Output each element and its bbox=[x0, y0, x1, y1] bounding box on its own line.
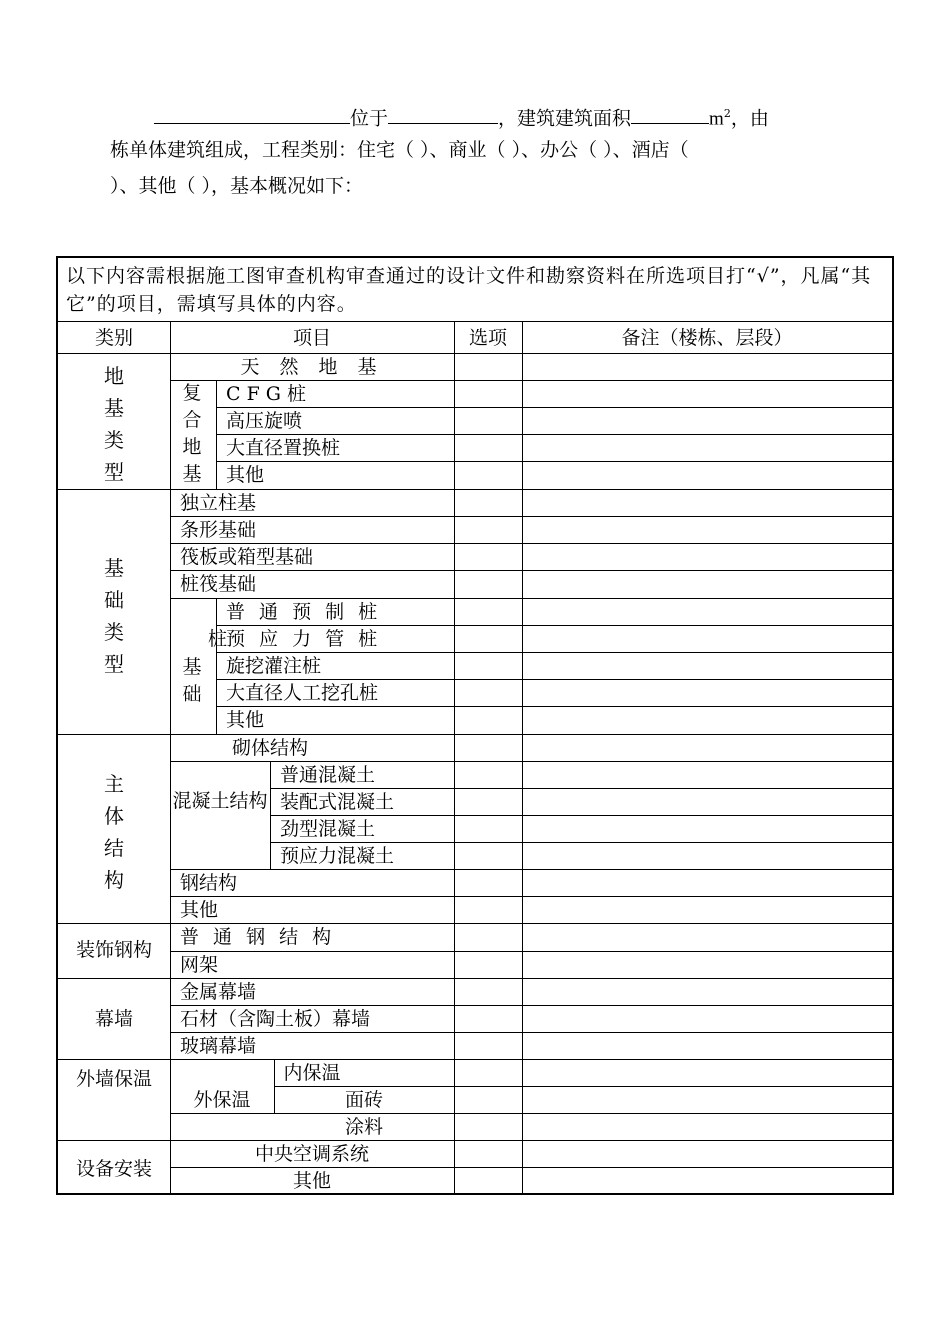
item-pile-other: 其他 bbox=[226, 709, 265, 731]
item-isolated-footing: 独立柱基 bbox=[180, 492, 257, 514]
item-prefab-concrete: 装配式混凝土 bbox=[280, 791, 395, 813]
item-glass-curtain-wall: 玻璃幕墙 bbox=[180, 1035, 257, 1057]
composite-foundation-label: 复合地基 bbox=[182, 382, 202, 485]
intro-tail: ，由 bbox=[730, 107, 769, 130]
pile-label-top: 桩 bbox=[208, 628, 228, 650]
category-main-structure-label: 主体结构 bbox=[104, 772, 124, 892]
category-foundation-label: 地基类型 bbox=[104, 364, 124, 484]
outer-insulation-label: 外保温 bbox=[193, 1089, 251, 1111]
category-foundation bbox=[58, 360, 170, 488]
item-common-steel: 普 通 钢 结 构 bbox=[180, 926, 336, 948]
category-base-label: 基础类型 bbox=[104, 556, 124, 676]
item-precast-pile: 普 通 预 制 桩 bbox=[226, 601, 382, 623]
item-high-pressure-jet: 高压旋喷 bbox=[226, 410, 303, 432]
header-item: 项目 bbox=[292, 327, 331, 349]
item-main-other: 其他 bbox=[180, 899, 219, 921]
item-coating: 涂料 bbox=[344, 1116, 383, 1138]
item-steel-structure: 钢结构 bbox=[180, 872, 238, 894]
area-blank[interactable] bbox=[631, 101, 709, 124]
item-equipment-other: 其他 bbox=[292, 1170, 331, 1192]
item-piled-raft: 桩筏基础 bbox=[180, 573, 257, 595]
located-at-label: 位于 bbox=[350, 107, 389, 130]
item-strip-footing: 条形基础 bbox=[180, 519, 257, 541]
area-unit-sup: 2 bbox=[723, 107, 731, 120]
item-metal-curtain-wall: 金属幕墙 bbox=[180, 981, 257, 1003]
item-rotary-bored-pile: 旋挖灌注桩 bbox=[226, 655, 322, 677]
item-masonry: 砌体结构 bbox=[231, 737, 308, 759]
item-cfg-pile: C F G 桩 bbox=[226, 383, 307, 405]
intro-paragraph bbox=[110, 96, 850, 204]
item-tile: 面砖 bbox=[344, 1089, 383, 1111]
category-decor-steel: 装饰钢构 bbox=[75, 939, 152, 961]
item-raft-box-foundation: 筏板或箱型基础 bbox=[180, 546, 314, 568]
item-stone-curtain-wall: 石材（含陶土板）幕墙 bbox=[180, 1008, 371, 1030]
table-note: 以下内容需根据施工图审查机构审查通过的设计文件和勘察资料在所选项目打“√”，凡属“其它”的项目，需填写具体的内容。 bbox=[58, 258, 892, 322]
item-prestressed-concrete: 预应力混凝土 bbox=[280, 845, 395, 867]
item-inner-insulation: 内保温 bbox=[283, 1062, 341, 1084]
item-natural-foundation: 天 然 地 基 bbox=[240, 356, 384, 378]
project-overview-table bbox=[56, 256, 894, 1195]
item-composite-other: 其他 bbox=[226, 464, 265, 486]
category-curtain-wall: 幕墙 bbox=[94, 1008, 133, 1030]
item-normal-concrete: 普通混凝土 bbox=[280, 764, 376, 786]
item-central-ac: 中央空调系统 bbox=[254, 1143, 369, 1165]
category-main-structure bbox=[58, 768, 170, 896]
location-blank[interactable] bbox=[388, 101, 498, 124]
header-category: 类别 bbox=[94, 327, 133, 349]
header-option: 选项 bbox=[468, 327, 507, 349]
category-base bbox=[58, 552, 170, 680]
item-manual-dug-pile: 大直径人工挖孔桩 bbox=[226, 682, 379, 704]
area-label: ，建筑建筑面积 bbox=[498, 107, 632, 130]
concrete-structure-label: 混凝土结构 bbox=[172, 790, 268, 812]
item-space-frame: 网架 bbox=[180, 954, 219, 976]
intro-line-1 bbox=[110, 96, 850, 132]
header-remark: 备注（楼栋、层段） bbox=[621, 327, 793, 349]
item-steel-reinforced-concrete: 劲型混凝土 bbox=[280, 818, 376, 840]
category-equipment: 设备安装 bbox=[75, 1158, 152, 1180]
category-insulation: 外墙保温 bbox=[75, 1068, 152, 1090]
pile-foundation-label: 基础 bbox=[182, 656, 202, 705]
project-name-blank[interactable] bbox=[154, 101, 350, 124]
intro-line-3: ）、其他（ ），基本概况如下： bbox=[110, 175, 364, 197]
area-unit: m bbox=[709, 108, 724, 130]
item-prestressed-pipe-pile: 预 应 力 管 桩 bbox=[226, 628, 382, 650]
intro-line-2: 栋单体建筑组成，工程类别：住宅（ ）、商业（ ）、办公（ ）、酒店（ bbox=[110, 139, 689, 161]
item-large-diameter-replacement-pile: 大直径置换桩 bbox=[226, 437, 341, 459]
